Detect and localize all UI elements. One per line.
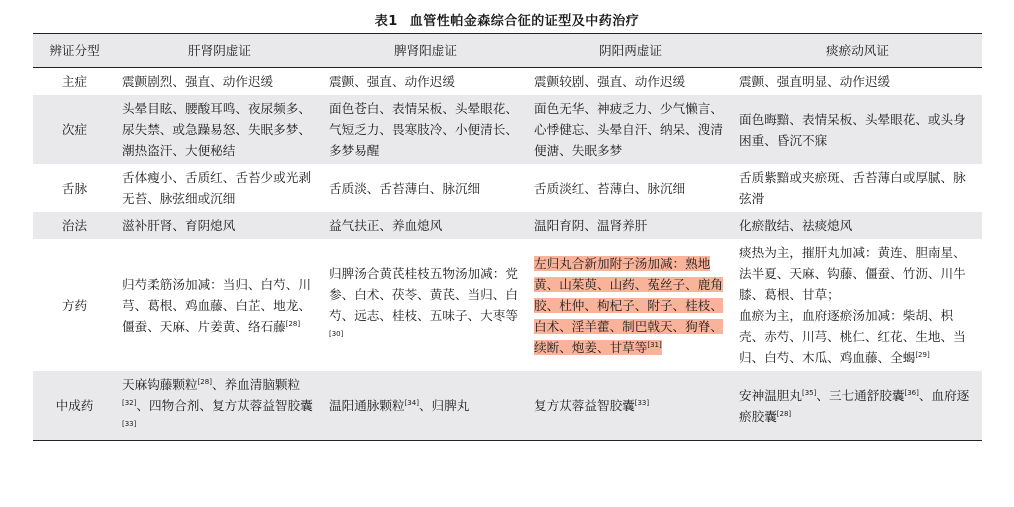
cell-text: 、养血清脑颗粒	[211, 377, 301, 392]
table-cell: 震颤剧烈、强直、动作迟缓	[122, 74, 274, 89]
table-cell: 震颤较剧、强直、动作迟缓	[534, 74, 686, 89]
row-label: 中成药	[33, 371, 116, 441]
cell-text: 归芍柔筋汤加减：当归、白芍、川芎、葛根、鸡血藤、白芷、地龙、僵蚕、天麻、片姜黄、络石藤	[122, 276, 311, 334]
cell-text: 、血府逐瘀胶囊	[739, 387, 970, 424]
table-cell: 震颤、强直明显、动作迟缓	[739, 74, 891, 89]
citation-ref: [32]	[122, 399, 137, 407]
syndrome-treatment-table	[33, 33, 982, 441]
table-cell	[528, 239, 733, 371]
col-header-type: 辨证分型	[33, 34, 116, 68]
col-header-yin-yang: 阴阳两虚证	[528, 34, 733, 68]
header-row	[33, 34, 982, 68]
table-number: 表1	[374, 14, 398, 29]
cell-text: 左归丸合新加附子汤加减：熟地黄、山茱萸、山药、菟丝子、鹿角胶、杜仲、枸杞子、附子、桂枝、白术、淫羊藿、制巴戟天、狗脊、续断、炮姜、甘草等	[534, 255, 723, 355]
table-cell	[323, 239, 528, 371]
col-header-spleen-kidney-yang: 脾肾阳虚证	[323, 34, 528, 68]
row-label: 主症	[61, 74, 88, 89]
table-cell: 面色无华、神疲乏力、少气懒言、心悸健忘、头晕自汗、纳呆、溲清便溏、失眠多梦	[528, 95, 733, 164]
table-cell	[116, 239, 323, 371]
citation-ref: [30]	[329, 330, 344, 338]
table-row	[33, 212, 982, 239]
highlighted-text	[534, 256, 723, 355]
row-label: 治法	[33, 212, 116, 239]
table-caption	[0, 10, 1014, 29]
citation-ref: [36]	[904, 388, 919, 397]
col-header-phlegm-stasis-wind: 痰瘀动风证	[733, 34, 982, 68]
citation-ref: [28]	[285, 319, 301, 328]
cell-text: 、四物合剂、复方苁蓉益智胶囊	[136, 398, 313, 413]
table-row	[33, 371, 982, 441]
cell-text: 温阳通脉颗粒	[329, 398, 405, 413]
cell-text: 天麻钩藤颗粒	[122, 377, 198, 392]
row-label: 次症	[33, 95, 116, 164]
table-row	[33, 239, 982, 371]
table-cell: 震颤、强直、动作迟缓	[329, 74, 455, 89]
table-row	[33, 68, 982, 96]
cell-text: 归脾汤合黄芪桂枝五物汤加减：党参、白术、茯苓、黄芪、当归、白芍、远志、桂枝、五味子、大枣等	[329, 266, 518, 323]
citation-ref: [31]	[647, 340, 662, 349]
cell-text: 、三七通舒胶囊	[816, 387, 905, 403]
table-cell: 面色苍白、表情呆板、头晕眼花、气短乏力、畏寒肢冷、小便清长、多梦易醒	[323, 95, 528, 164]
table-row	[33, 164, 982, 212]
row-label: 舌脉	[61, 180, 88, 196]
cell-text: 痰热为主，摧肝丸加减：黄连、胆南星、法半夏、天麻、钩藤、僵蚕、竹沥、川牛膝、葛根、甘草；	[739, 245, 966, 302]
col-header-liver-kidney-yin: 肝肾阴虚证	[116, 34, 323, 68]
citation-ref: [28]	[776, 409, 792, 418]
citation-ref: [29]	[915, 351, 930, 359]
table-cell: 舌体瘦小、舌质红、舌苔少或光剥无苔、脉弦细或沉细	[122, 170, 311, 206]
cell-text: 血瘀为主，血府逐瘀汤加减：柴胡、枳壳、赤芍、川芎、桃仁、红花、生地、当归、白芍、木瓜、鸡血藤、全蝎	[739, 308, 966, 365]
table-cell: 舌质淡红、苔薄白、脉沉细	[534, 180, 686, 196]
table-cell: 头晕目眩、腰酸耳鸣、夜尿频多、尿失禁、或急躁易怒、失眠多梦、潮热盗汗、大便秘结	[116, 95, 323, 164]
citation-ref: [34]	[404, 399, 419, 407]
table-cell: 益气扶正、养血熄风	[323, 212, 528, 239]
table-cell	[116, 371, 323, 441]
cell-text: 、归脾丸	[418, 398, 470, 413]
table-cell: 滋补肝肾、育阴熄风	[116, 212, 323, 239]
citation-ref: [35]	[801, 388, 817, 397]
table-cell: 面色晦黯、表情呆板、头晕眼花、或头身困重、昏沉不寐	[733, 95, 982, 164]
table-cell: 化瘀散结、祛痰熄风	[733, 212, 982, 239]
citation-ref: [28]	[197, 378, 212, 386]
table-cell: 舌质紫黯或夹瘀斑、舌苔薄白或厚腻、脉弦滑	[739, 170, 966, 206]
table-cell	[528, 371, 733, 441]
table-title: 血管性帕金森综合征的证型及中药治疗	[409, 14, 640, 29]
table-cell: 舌质淡、舌苔薄白、脉沉细	[329, 180, 481, 196]
row-label: 方药	[61, 297, 88, 313]
table-cell	[323, 371, 528, 441]
table-cell	[733, 239, 982, 371]
table-row	[33, 95, 982, 164]
table-cell	[733, 371, 982, 441]
cell-text: 安神温胆丸	[739, 387, 802, 403]
citation-ref: [33]	[122, 420, 137, 428]
citation-ref: [33]	[634, 399, 650, 407]
cell-text: 复方苁蓉益智胶囊	[534, 398, 635, 413]
table-cell: 温阳育阴、温肾养肝	[528, 212, 733, 239]
